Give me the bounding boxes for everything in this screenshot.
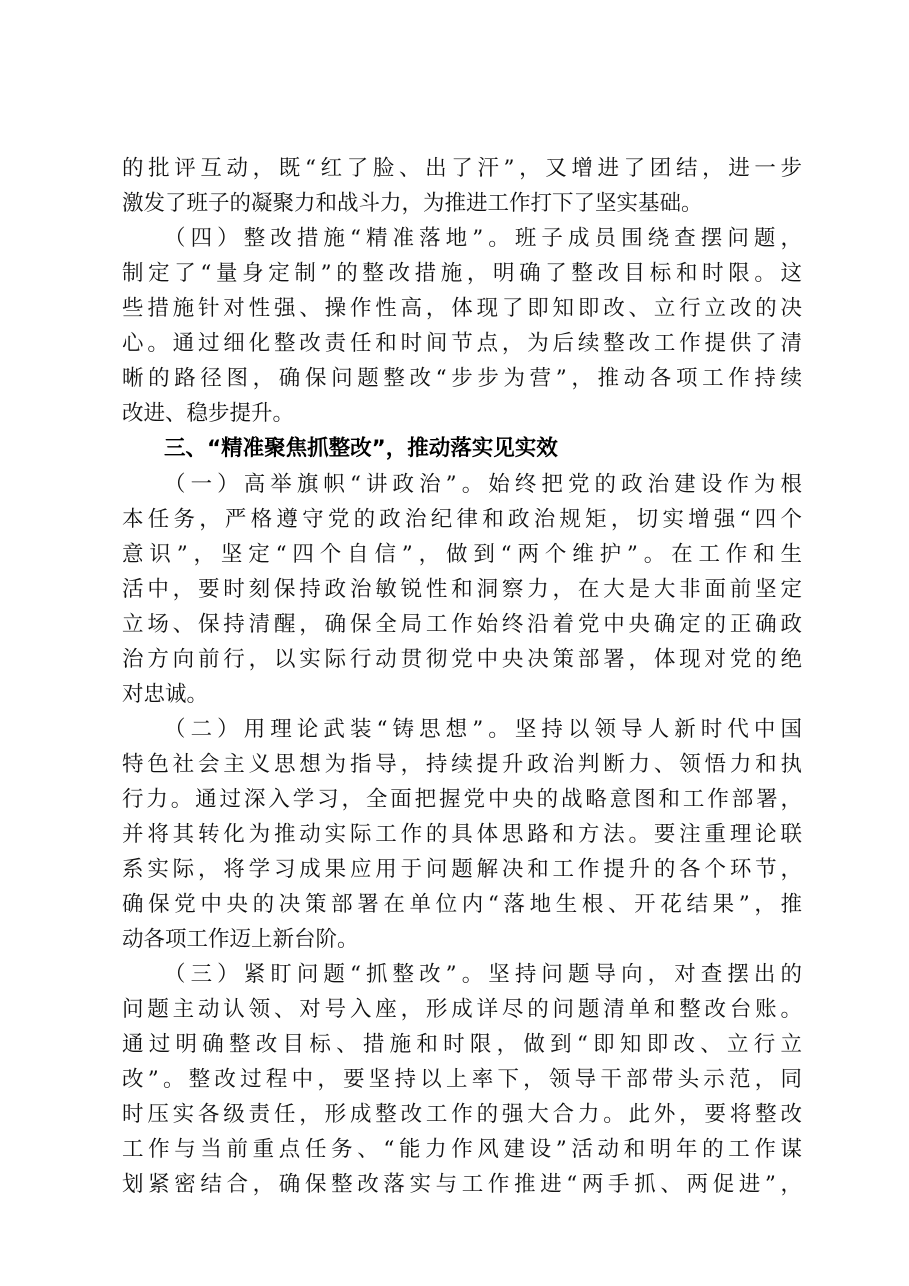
paragraph-line: 行力。通过深入学习，全面把握党中央的战略意图和工作部署，: [122, 787, 802, 812]
paragraph-line: 划紧密结合，确保整改落实与工作推进“两手抓、两促进”，: [122, 1172, 802, 1197]
paragraph-line: 立场、保持清醒，确保全局工作始终沿着党中央确定的正确政: [122, 612, 802, 637]
paragraph-line: （三）紧盯问题“抓整改”。坚持问题导向，对查摆出的: [164, 962, 802, 987]
paragraph-line: 些措施针对性强、操作性高，体现了即知即改、立行立改的决: [122, 296, 802, 321]
section-heading: 三、“精准聚焦抓整改”，推动落实见实效: [164, 436, 558, 461]
paragraph-line: 问题主动认领、对号入座，形成详尽的问题清单和整改台账。: [122, 997, 802, 1022]
paragraph-line: （四）整改措施“精准落地”。班子成员围绕查摆问题，: [164, 226, 802, 251]
paragraph-line: 动各项工作迈上新台阶。: [122, 927, 359, 952]
paragraph-line: 改进、稳步提升。: [122, 401, 295, 426]
paragraph-line: 系实际，将学习成果应用于问题解决和工作提升的各个环节，: [122, 857, 802, 882]
paragraph-line: 的批评互动，既“红了脸、出了汗”，又增进了团结，进一步: [122, 156, 802, 181]
paragraph-line: 改”。整改过程中，要坚持以上率下，领导干部带头示范，同: [122, 1067, 802, 1092]
paragraph-line: （一）高举旗帜“讲政治”。始终把党的政治建设作为根: [164, 472, 802, 497]
paragraph-line: 时压实各级责任，形成整改工作的强大合力。此外，要将整改: [122, 1102, 802, 1127]
paragraph-line: 心。通过细化整改责任和时间节点，为后续整改工作提供了清: [122, 331, 802, 356]
paragraph-line: 确保党中央的决策部署在单位内“落地生根、开花结果”，推: [122, 892, 802, 917]
paragraph-line: 对忠诚。: [122, 682, 209, 707]
paragraph-line: 并将其转化为推动实际工作的具体思路和方法。要注重理论联: [122, 822, 802, 847]
paragraph-line: （二）用理论武装“铸思想”。坚持以领导人新时代中国: [164, 717, 802, 742]
paragraph-line: 激发了班子的凝聚力和战斗力，为推进工作打下了坚实基础。: [122, 191, 703, 216]
paragraph-line: 意识”，坚定“四个自信”，做到“两个维护”。在工作和生: [122, 542, 802, 567]
paragraph-line: 治方向前行，以实际行动贯彻党中央决策部署，体现对党的绝: [122, 647, 802, 672]
paragraph-line: 通过明确整改目标、措施和时限，做到“即知即改、立行立: [122, 1032, 802, 1057]
paragraph-line: 工作与当前重点任务、“能力作风建设”活动和明年的工作谋: [122, 1137, 802, 1162]
paragraph-line: 活中，要时刻保持政治敏锐性和洞察力，在大是大非面前坚定: [122, 577, 802, 602]
paragraph-line: 本任务，严格遵守党的政治纪律和政治规矩，切实增强“四个: [122, 507, 802, 532]
paragraph-line: 晰的路径图，确保问题整改“步步为营”，推动各项工作持续: [122, 366, 802, 391]
paragraph-line: 制定了“量身定制”的整改措施，明确了整改目标和时限。这: [122, 261, 802, 286]
paragraph-line: 特色社会主义思想为指导，持续提升政治判断力、领悟力和执: [122, 752, 802, 777]
